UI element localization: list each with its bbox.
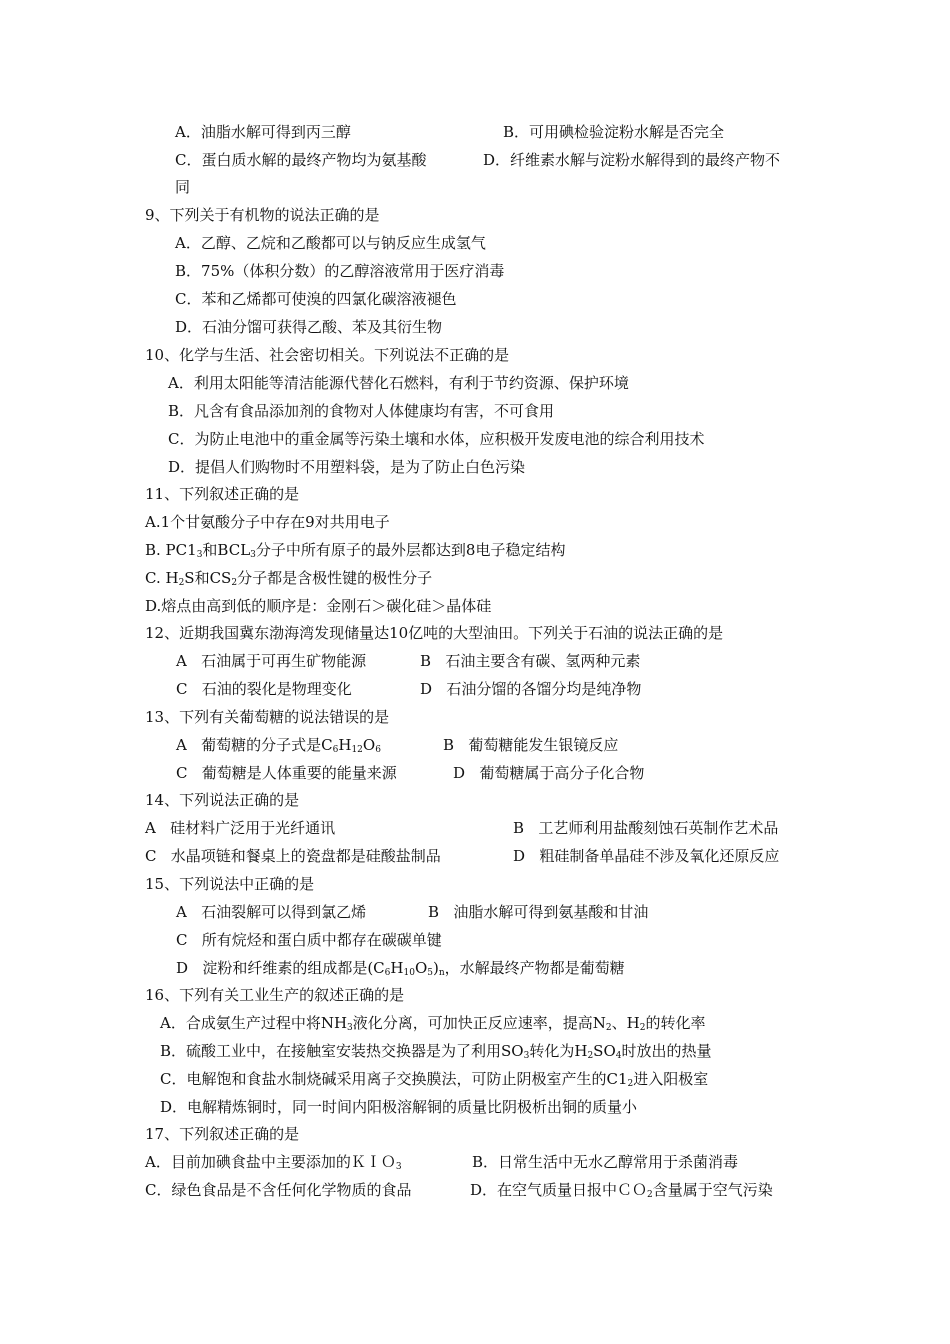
q14-option-a: A 硅材料广泛用于光纤通讯 [145, 819, 336, 837]
q10-option-a: A．利用太阳能等清洁能源代替化石燃料，有利于节约资源、保护环境 [168, 374, 629, 392]
q15-option-b: B 油脂水解可得到氨基酸和甘油 [428, 903, 649, 921]
q10-stem: 10、化学与生活、社会密切相关。下列说法不正确的是 [145, 346, 510, 364]
q9-stem: 9、下列关于有机物的说法正确的是 [145, 206, 380, 224]
q9-option-c: C．苯和乙烯都可使溴的四氯化碳溶液褪色 [175, 290, 457, 308]
q15-option-a: A 石油裂解可以得到氯乙烯 [176, 903, 367, 921]
q9-option-d: D．石油分馏可获得乙酸、苯及其衍生物 [175, 318, 443, 336]
q17-option-d: D．在空气质量日报中ＣＯ$_2$含量属于空气污染 [470, 1181, 773, 1200]
q13-option-c: C 葡萄糖是人体重要的能量来源 [176, 764, 397, 782]
q17-stem: 17、下列叙述正确的是 [145, 1125, 300, 1143]
q17-option-c: C．绿色食品是不含任何化学物质的食品 [145, 1181, 412, 1199]
q17-option-b: B．日常生活中无水乙醇常用于杀菌消毒 [472, 1153, 739, 1171]
q11-option-c: C. $H_2S$和$CS_2$分子都是含极性键的极性分子 [145, 569, 433, 588]
q12-option-b: B 石油主要含有碳、氢两种元素 [420, 652, 641, 670]
q14-option-b: B 工艺师利用盐酸刻蚀石英制作艺术品 [513, 819, 779, 837]
q15-option-c: C 所有烷烃和蛋白质中都存在碳碳单键 [176, 931, 442, 949]
q9-option-a: A．乙醇、乙烷和乙酸都可以与钠反应生成氢气 [175, 234, 486, 252]
q13-stem: 13、下列有关葡萄糖的说法错误的是 [145, 708, 390, 726]
q11-stem: 11、下列叙述正确的是 [145, 485, 300, 503]
q10-option-c: C．为防止电池中的重金属等污染土壤和水体，应积极开发废电池的综合利用技术 [168, 430, 705, 448]
q12-stem: 12、近期我国冀东渤海湾发现储量达10亿吨的大型油田。下列关于石油的说法正确的是 [145, 624, 724, 642]
q8-option-b: B．可用碘检验淀粉水解是否完全 [503, 123, 725, 141]
q8-option-d: D．纤维素水解与淀粉水解得到的最终产物不 [483, 151, 781, 169]
q17-option-a: A．目前加碘食盐中主要添加的ＫＩＯ$_3$ [145, 1153, 402, 1172]
q16-option-a: A．合成氨生产过程中将$NH_3$液化分离，可加快正反应速率，提高$N_2$、$H_2$的转化率 [160, 1014, 706, 1033]
q16-option-c: C．电解饱和食盐水制烧碱采用离子交换膜法，可防止阴极室产生的$C1_2$进入阳极室 [160, 1070, 709, 1089]
q15-stem: 15、下列说法中正确的是 [145, 875, 315, 893]
q9-option-b: B．75%（体积分数）的乙醇溶液常用于医疗消毒 [175, 262, 505, 280]
q10-option-d: D．提倡人们购物时不用塑料袋，是为了防止白色污染 [168, 458, 526, 476]
q13-option-a: A 葡萄糖的分子式是$C_6H_{12}O_6$ [176, 736, 381, 755]
q14-option-c: C 水晶项链和餐桌上的瓷盘都是硅酸盐制品 [145, 847, 441, 865]
q11-option-d: D.熔点由高到低的顺序是：金刚石＞碳化硅＞晶体硅 [145, 597, 492, 615]
q11-option-b: B. $PC1_3$和$BCL_3$分子中所有原子的最外层都达到8电子稳定结构 [145, 541, 566, 560]
q16-option-d: D．电解精炼铜时，同一时间内阳极溶解铜的质量比阴极析出铜的质量小 [160, 1098, 638, 1116]
q8-option-c: C．蛋白质水解的最终产物均为氨基酸 [175, 151, 427, 169]
q13-option-b: B 葡萄糖能发生银镜反应 [443, 736, 619, 754]
q10-option-b: B．凡含有食品添加剂的食物对人体健康均有害，不可食用 [168, 402, 555, 420]
q16-stem: 16、下列有关工业生产的叙述正确的是 [145, 986, 405, 1004]
q12-option-d: D 石油分馏的各馏分均是纯净物 [420, 680, 642, 698]
q13-option-d: D 葡萄糖属于高分子化合物 [453, 764, 645, 782]
q14-option-d: D 粗硅制备单晶硅不涉及氧化还原反应 [513, 847, 780, 865]
q12-option-a: A 石油属于可再生矿物能源 [176, 652, 367, 670]
q15-option-d: D 淀粉和纤维素的组成都是$(C_6H_{10}O_5)_n$，水解最终产物都是葡萄糖 [176, 959, 625, 978]
q8-option-a: A．油脂水解可得到丙三醇 [175, 123, 351, 141]
q11-option-a: A.1个甘氨酸分子中存在9对共用电子 [145, 513, 390, 531]
q16-option-b: B．硫酸工业中，在接触室安装热交换器是为了利用$SO_3$转化为$H_2SO_4$时放出的热量 [160, 1042, 712, 1061]
q12-option-c: C 石油的裂化是物理变化 [176, 680, 352, 698]
q14-stem: 14、下列说法正确的是 [145, 791, 300, 809]
q8-option-d-continued: 同 [175, 178, 191, 196]
